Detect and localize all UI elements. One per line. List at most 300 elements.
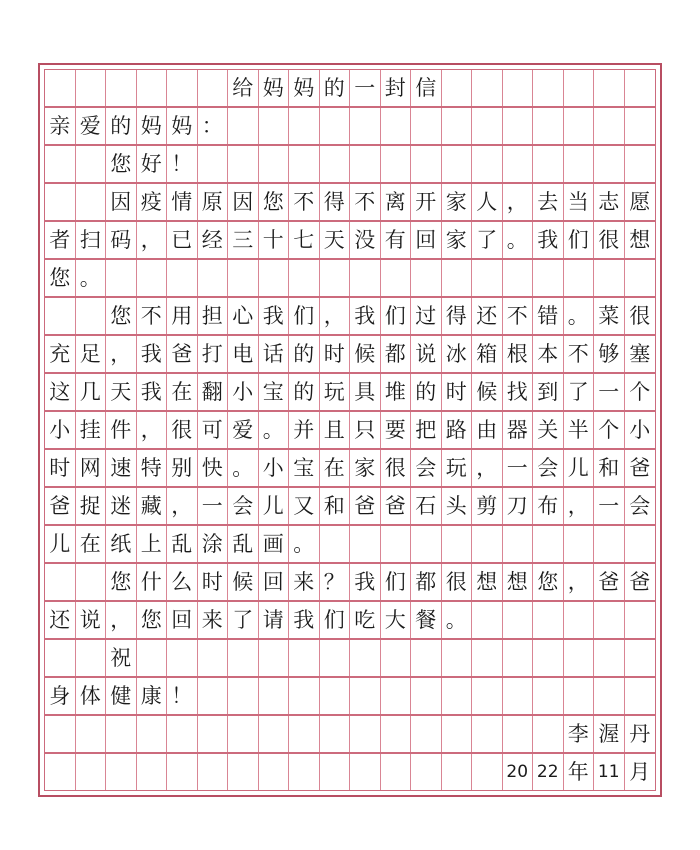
grid-cell: 会 — [629, 493, 651, 518]
grid-cell: 涂 — [198, 526, 229, 562]
grid-cell — [533, 640, 564, 676]
grid-cell: 不 — [564, 336, 595, 372]
grid-cell: 离 — [381, 184, 412, 220]
grid-cell — [45, 716, 76, 752]
grid-cell: 箱 — [472, 336, 503, 372]
grid-cell: 给 — [228, 70, 259, 106]
grid-cell — [45, 564, 76, 600]
grid-cell: 宝 — [289, 450, 320, 486]
grid-cell — [533, 716, 564, 752]
grid-cell — [564, 146, 595, 182]
grid-cell: 候 — [350, 336, 381, 372]
grid-row — [44, 297, 656, 335]
grid-cell: 了 — [472, 222, 503, 258]
grid-cell — [472, 70, 503, 106]
grid-cell — [259, 716, 290, 752]
grid-cell: 很 — [594, 222, 625, 258]
grid-cell: 我 — [137, 374, 168, 410]
grid-cell: 很 — [442, 564, 473, 600]
grid-cell: 要 — [381, 412, 412, 448]
grid-cell: 快 — [198, 450, 229, 486]
grid-cell: 头 — [442, 488, 473, 524]
grid-cell: 爸 — [629, 455, 651, 480]
grid-cell: 很 — [167, 412, 198, 448]
grid-cell — [198, 716, 229, 752]
grid-cell: 妈 — [259, 70, 290, 106]
grid-cell: ， — [137, 222, 168, 258]
grid-row — [44, 639, 656, 677]
grid-cell: 刀 — [503, 488, 534, 524]
grid-cell — [137, 260, 168, 296]
grid-cell: ， — [472, 450, 503, 486]
grid-cell — [594, 146, 625, 182]
grid-cell — [45, 146, 76, 182]
grid-cell: 11 — [594, 754, 625, 790]
grid-cell: 大 — [381, 602, 412, 638]
grid-cell: ， — [564, 488, 595, 524]
grid-cell — [289, 640, 320, 676]
grid-cell: 找 — [503, 374, 534, 410]
grid-cell — [442, 754, 473, 790]
grid-cell: 别 — [167, 450, 198, 486]
grid-cell — [76, 70, 107, 106]
grid-cell: 家 — [442, 222, 473, 258]
grid-cell: 速 — [106, 450, 137, 486]
grid-cell — [76, 564, 107, 600]
grid-cell: 健 — [106, 678, 137, 714]
grid-cell: 22 — [533, 754, 564, 790]
grid-cell: 路 — [442, 412, 473, 448]
grid-cell — [533, 108, 564, 144]
grid-cell: 我 — [533, 222, 564, 258]
grid-cell — [76, 754, 107, 790]
letter-paper — [38, 63, 662, 797]
grid-cell: 还 — [472, 298, 503, 334]
grid-cell — [381, 754, 412, 790]
grid-cell — [228, 260, 259, 296]
grid-cell: 几 — [76, 374, 107, 410]
grid-cell — [350, 526, 381, 562]
grid-cell: 这 — [45, 374, 76, 410]
grid-cell — [350, 260, 381, 296]
grid-cell: 个 — [629, 379, 651, 404]
grid-cell: 都 — [411, 564, 442, 600]
grid-cell: 会 — [411, 450, 442, 486]
grid-cell: 爸 — [629, 569, 651, 594]
grid-cell: 我 — [350, 564, 381, 600]
grid-cell: 渥 — [594, 716, 625, 752]
grid-cell: 想 — [472, 564, 503, 600]
grid-cell — [320, 146, 351, 182]
grid-cell: 愿 — [629, 189, 651, 214]
grid-cell — [320, 526, 351, 562]
grid-cell: 回 — [259, 564, 290, 600]
grid-cell: 爸 — [594, 564, 625, 600]
grid-cell: 爸 — [350, 488, 381, 524]
grid-cell: 想 — [629, 227, 651, 252]
grid-cell: 捉 — [76, 488, 107, 524]
grid-cell: 的 — [289, 336, 320, 372]
grid-cell — [350, 146, 381, 182]
grid-cell: 不 — [289, 184, 320, 220]
grid-cell — [137, 754, 168, 790]
grid-cell: 吃 — [350, 602, 381, 638]
grid-row — [44, 601, 656, 639]
grid-cell — [564, 640, 595, 676]
grid-cell — [45, 640, 76, 676]
grid-cell — [381, 260, 412, 296]
grid-cell: 得 — [320, 184, 351, 220]
grid-cell: 们 — [564, 222, 595, 258]
grid-cell — [503, 260, 534, 296]
grid-cell — [106, 70, 137, 106]
grid-cell: 很 — [629, 303, 651, 328]
grid-cell — [411, 526, 442, 562]
writing-grid — [44, 69, 656, 791]
grid-cell: 到 — [533, 374, 564, 410]
grid-cell: 堆 — [381, 374, 412, 410]
grid-cell — [137, 640, 168, 676]
grid-cell: ！ — [167, 146, 198, 182]
grid-cell: 。 — [564, 298, 595, 334]
grid-cell: 当 — [564, 184, 595, 220]
grid-row — [44, 107, 656, 145]
grid-cell — [442, 640, 473, 676]
grid-cell — [442, 260, 473, 296]
grid-cell — [76, 640, 107, 676]
grid-cell — [167, 640, 198, 676]
grid-cell: 家 — [350, 450, 381, 486]
grid-cell: 么 — [167, 564, 198, 600]
grid-cell — [503, 602, 534, 638]
grid-cell — [625, 260, 656, 296]
grid-cell: 器 — [503, 412, 534, 448]
grid-row — [44, 715, 656, 753]
grid-cell: 的 — [320, 70, 351, 106]
grid-cell: 家 — [442, 184, 473, 220]
grid-cell: 和 — [320, 488, 351, 524]
grid-cell — [167, 716, 198, 752]
grid-row — [44, 183, 656, 221]
grid-cell: 您 — [259, 184, 290, 220]
grid-cell: 足 — [76, 336, 107, 372]
grid-cell: 一 — [594, 374, 625, 410]
grid-cell: 小 — [259, 450, 290, 486]
grid-cell: 情 — [167, 184, 198, 220]
grid-cell: 电 — [228, 336, 259, 372]
grid-cell: 扫 — [76, 222, 107, 258]
grid-cell — [45, 754, 76, 790]
grid-cell — [228, 640, 259, 676]
grid-cell: ， — [320, 298, 351, 334]
grid-row — [44, 677, 656, 715]
grid-cell: 把 — [411, 412, 442, 448]
grid-cell: 具 — [350, 374, 381, 410]
grid-cell — [625, 526, 656, 562]
grid-cell — [533, 70, 564, 106]
grid-cell: 和 — [594, 450, 625, 486]
grid-cell — [76, 298, 107, 334]
grid-cell — [289, 754, 320, 790]
grid-cell — [350, 716, 381, 752]
grid-cell: 。 — [442, 602, 473, 638]
grid-cell: 爸 — [45, 488, 76, 524]
grid-cell: 宝 — [259, 374, 290, 410]
grid-cell: 冰 — [442, 336, 473, 372]
grid-cell: 者 — [45, 222, 76, 258]
grid-cell — [259, 146, 290, 182]
grid-cell — [442, 146, 473, 182]
grid-cell: 本 — [533, 336, 564, 372]
grid-cell: 人 — [472, 184, 503, 220]
grid-cell: 餐 — [411, 602, 442, 638]
grid-cell — [533, 678, 564, 714]
grid-cell: 丹 — [629, 721, 651, 746]
grid-cell: 布 — [533, 488, 564, 524]
grid-cell — [259, 108, 290, 144]
grid-cell: 在 — [76, 526, 107, 562]
grid-cell: 用 — [167, 298, 198, 334]
grid-cell: 好 — [137, 146, 168, 182]
grid-cell: 可 — [198, 412, 229, 448]
grid-cell — [381, 716, 412, 752]
grid-cell: 。 — [289, 526, 320, 562]
grid-cell — [503, 678, 534, 714]
grid-cell — [533, 260, 564, 296]
grid-cell: ！ — [167, 678, 198, 714]
grid-cell — [228, 146, 259, 182]
grid-cell: 祝 — [106, 640, 137, 676]
grid-cell: 小 — [45, 412, 76, 448]
grid-cell — [594, 640, 625, 676]
grid-cell: 您 — [137, 602, 168, 638]
grid-cell: 不 — [137, 298, 168, 334]
grid-cell — [45, 70, 76, 106]
grid-cell: 。 — [259, 412, 290, 448]
grid-cell — [503, 70, 534, 106]
grid-cell — [625, 640, 656, 676]
grid-cell — [625, 70, 656, 106]
grid-cell: 关 — [533, 412, 564, 448]
grid-cell: 一 — [350, 70, 381, 106]
grid-cell: 的 — [289, 374, 320, 410]
grid-cell — [289, 146, 320, 182]
grid-cell — [411, 754, 442, 790]
grid-cell: 打 — [198, 336, 229, 372]
grid-cell: 身 — [45, 678, 76, 714]
grid-cell — [320, 716, 351, 752]
grid-cell — [594, 526, 625, 562]
grid-cell: 候 — [228, 564, 259, 600]
grid-cell — [411, 640, 442, 676]
grid-cell: 上 — [137, 526, 168, 562]
grid-cell: 一 — [198, 488, 229, 524]
grid-cell — [411, 260, 442, 296]
grid-cell — [320, 754, 351, 790]
grid-cell: 藏 — [137, 488, 168, 524]
grid-cell: 码 — [106, 222, 137, 258]
grid-cell: 爸 — [381, 488, 412, 524]
grid-cell — [259, 678, 290, 714]
grid-cell: 只 — [350, 412, 381, 448]
grid-cell: 乱 — [228, 526, 259, 562]
grid-cell: 没 — [350, 222, 381, 258]
grid-cell — [503, 108, 534, 144]
grid-cell — [350, 754, 381, 790]
grid-cell — [381, 640, 412, 676]
grid-cell: 说 — [76, 602, 107, 638]
grid-cell: 来 — [289, 564, 320, 600]
grid-cell: 得 — [442, 298, 473, 334]
grid-cell — [594, 70, 625, 106]
grid-cell: 了 — [564, 374, 595, 410]
grid-cell — [45, 184, 76, 220]
grid-cell: 有 — [381, 222, 412, 258]
grid-cell: 三 — [228, 222, 259, 258]
grid-cell: 挂 — [76, 412, 107, 448]
grid-row — [44, 487, 656, 525]
grid-cell — [381, 146, 412, 182]
grid-cell — [472, 260, 503, 296]
grid-cell — [472, 146, 503, 182]
grid-cell — [350, 640, 381, 676]
grid-cell — [198, 678, 229, 714]
grid-cell: 一 — [503, 450, 534, 486]
grid-cell: 根 — [503, 336, 534, 372]
grid-cell — [198, 260, 229, 296]
grid-row — [44, 69, 656, 107]
grid-cell: 亲 — [45, 108, 76, 144]
grid-cell — [320, 640, 351, 676]
grid-cell: ？ — [320, 564, 351, 600]
grid-cell — [198, 754, 229, 790]
grid-cell: 又 — [289, 488, 320, 524]
grid-cell: 玩 — [320, 374, 351, 410]
grid-cell: 塞 — [629, 341, 651, 366]
grid-cell — [503, 526, 534, 562]
grid-cell — [228, 716, 259, 752]
grid-cell: 菜 — [594, 298, 625, 334]
grid-cell — [167, 260, 198, 296]
grid-cell: 请 — [259, 602, 290, 638]
grid-cell — [320, 108, 351, 144]
grid-cell: 您 — [45, 260, 76, 296]
grid-cell: 。 — [228, 450, 259, 486]
grid-cell — [198, 70, 229, 106]
grid-cell: 不 — [503, 298, 534, 334]
grid-cell: 特 — [137, 450, 168, 486]
grid-cell: 翻 — [198, 374, 229, 410]
grid-cell: 月 — [629, 759, 651, 784]
grid-row — [44, 259, 656, 297]
grid-cell — [472, 602, 503, 638]
grid-cell: 您 — [533, 564, 564, 600]
grid-cell: 们 — [381, 298, 412, 334]
grid-cell — [442, 716, 473, 752]
grid-cell: 纸 — [106, 526, 137, 562]
grid-cell: 去 — [533, 184, 564, 220]
grid-cell: 康 — [137, 678, 168, 714]
grid-cell: 儿 — [564, 450, 595, 486]
grid-cell — [198, 640, 229, 676]
grid-cell — [320, 260, 351, 296]
grid-cell — [289, 260, 320, 296]
grid-cell: 儿 — [259, 488, 290, 524]
grid-cell — [472, 754, 503, 790]
grid-cell: 开 — [411, 184, 442, 220]
grid-cell: 很 — [381, 450, 412, 486]
grid-cell: 妈 — [289, 70, 320, 106]
grid-cell — [442, 678, 473, 714]
grid-cell: 错 — [533, 298, 564, 334]
grid-cell: 的 — [106, 108, 137, 144]
grid-cell: 石 — [411, 488, 442, 524]
grid-cell: 爱 — [76, 108, 107, 144]
grid-cell — [228, 754, 259, 790]
grid-cell: 心 — [228, 298, 259, 334]
grid-cell: 。 — [76, 260, 107, 296]
grid-cell — [350, 108, 381, 144]
grid-cell: 在 — [320, 450, 351, 486]
grid-cell — [564, 70, 595, 106]
grid-cell: 您 — [106, 298, 137, 334]
grid-cell — [594, 260, 625, 296]
grid-cell: 回 — [167, 602, 198, 638]
grid-cell — [564, 678, 595, 714]
grid-cell: 我 — [350, 298, 381, 334]
grid-cell — [472, 678, 503, 714]
grid-cell — [350, 678, 381, 714]
grid-row — [44, 335, 656, 373]
grid-cell — [442, 526, 473, 562]
grid-cell — [228, 678, 259, 714]
grid-cell — [625, 108, 656, 144]
grid-cell: 过 — [411, 298, 442, 334]
grid-cell: 不 — [350, 184, 381, 220]
grid-cell: 原 — [198, 184, 229, 220]
grid-cell: 李 — [564, 716, 595, 752]
grid-cell — [411, 716, 442, 752]
grid-cell: 小 — [228, 374, 259, 410]
grid-cell: 来 — [198, 602, 229, 638]
grid-cell: 信 — [411, 70, 442, 106]
grid-cell: 说 — [411, 336, 442, 372]
grid-cell: 并 — [289, 412, 320, 448]
grid-cell — [289, 108, 320, 144]
grid-cell — [625, 146, 656, 182]
grid-cell: 时 — [442, 374, 473, 410]
grid-cell — [472, 640, 503, 676]
grid-cell: 封 — [381, 70, 412, 106]
grid-cell — [533, 146, 564, 182]
grid-cell: 们 — [381, 564, 412, 600]
grid-cell — [533, 526, 564, 562]
grid-cell: 话 — [259, 336, 290, 372]
grid-cell: 时 — [198, 564, 229, 600]
grid-cell — [442, 70, 473, 106]
grid-cell — [289, 678, 320, 714]
grid-cell: 已 — [167, 222, 198, 258]
grid-cell: 因 — [106, 184, 137, 220]
grid-cell: 担 — [198, 298, 229, 334]
grid-cell — [76, 146, 107, 182]
grid-cell — [381, 678, 412, 714]
grid-cell: ， — [137, 412, 168, 448]
grid-cell: 天 — [320, 222, 351, 258]
grid-cell: 迷 — [106, 488, 137, 524]
grid-row — [44, 373, 656, 411]
grid-cell — [167, 70, 198, 106]
